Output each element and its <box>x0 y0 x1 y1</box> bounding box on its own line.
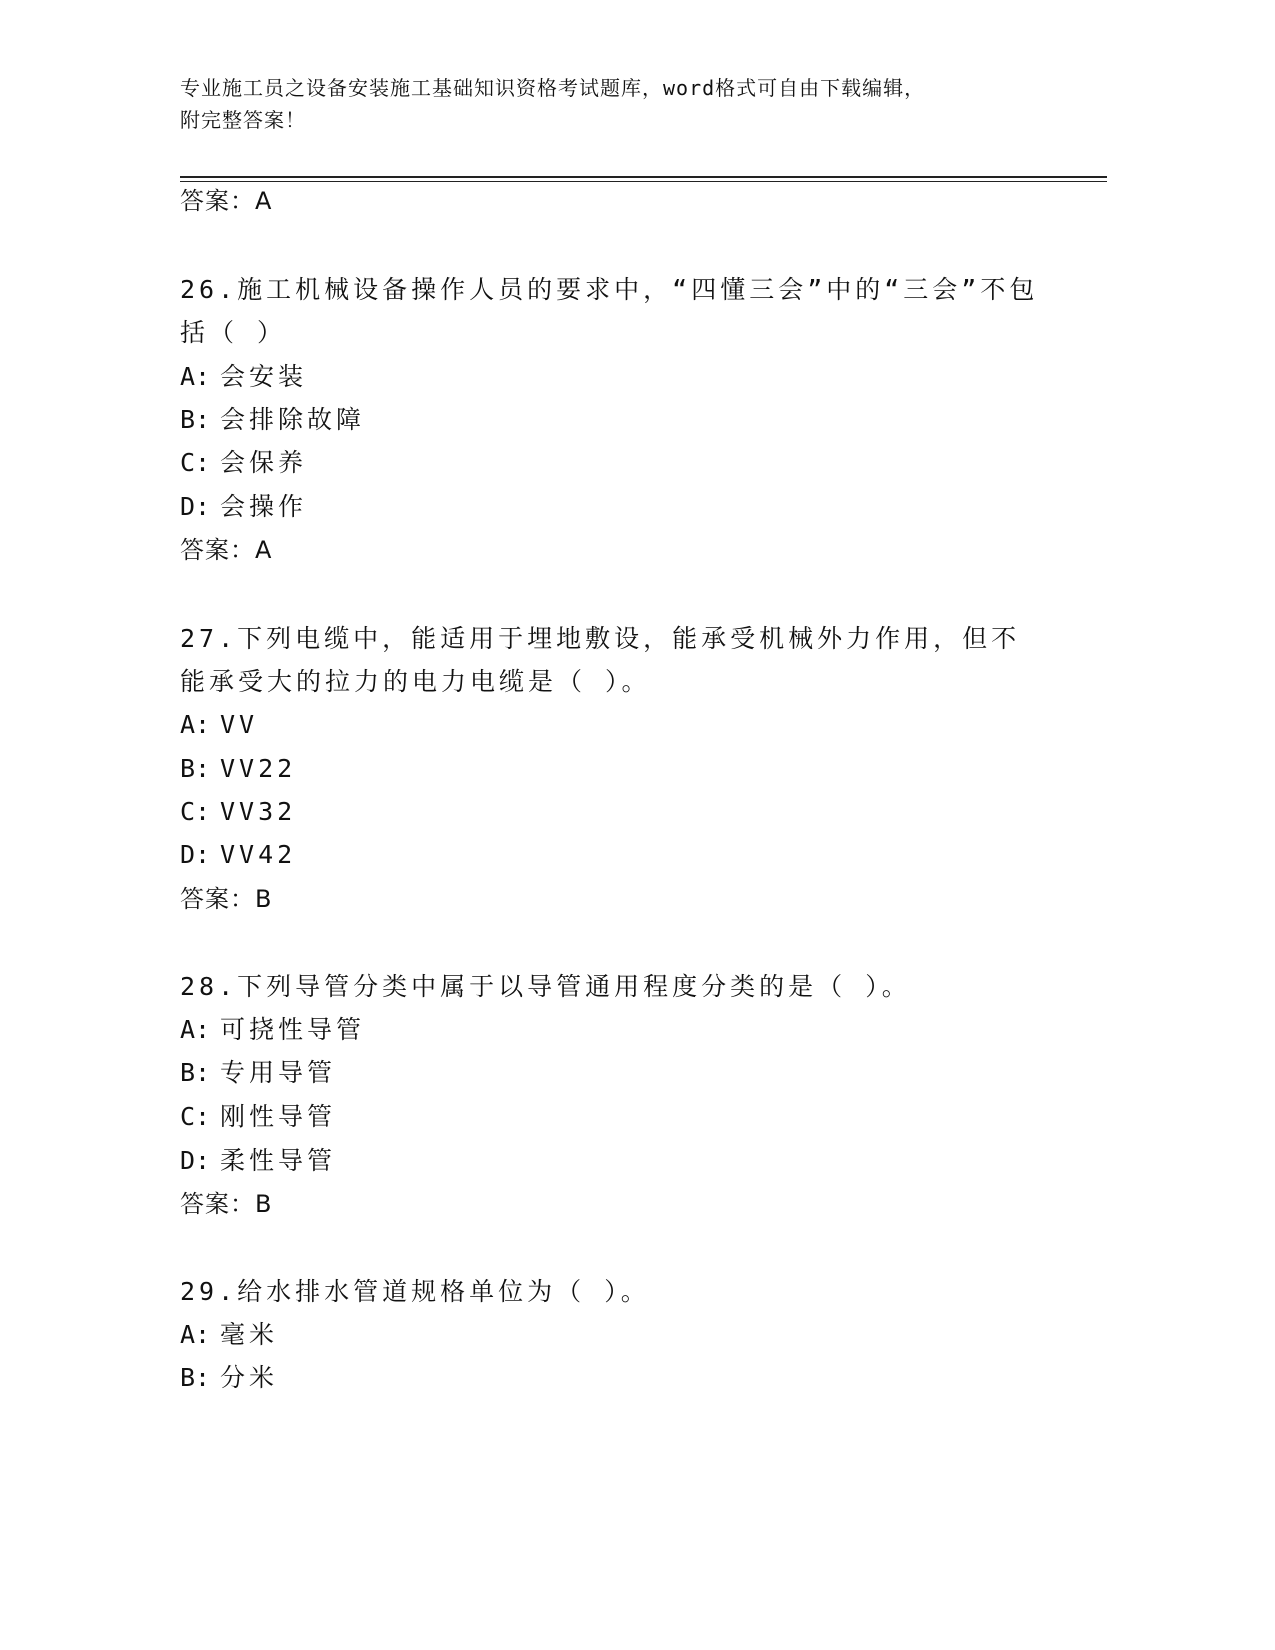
option-text: 会排除故障 <box>220 405 366 434</box>
option-text: VV32 <box>220 797 297 826</box>
option-text: 柔性导管 <box>220 1146 337 1175</box>
question-27-option-c <box>180 797 296 827</box>
option-letter: C: <box>180 797 211 826</box>
option-letter: D: <box>180 492 211 521</box>
option-letter: B: <box>180 1363 211 1392</box>
option-letter: C: <box>180 448 211 477</box>
option-text: VV22 <box>220 754 297 783</box>
question-26-option-d <box>180 492 307 522</box>
question-29-text: 29.给水排水管道规格单位为（ ）。 <box>180 1277 650 1306</box>
option-text: VV <box>220 710 259 739</box>
option-text: 毫米 <box>220 1320 279 1349</box>
question-28-option-a <box>180 1015 365 1045</box>
question-28-option-d <box>180 1146 336 1176</box>
question-28-option-c <box>180 1102 336 1132</box>
question-26-option-a <box>180 362 307 392</box>
header-divider-thin <box>180 181 1107 182</box>
option-letter: B: <box>180 1058 211 1087</box>
option-text: 可挠性导管 <box>220 1015 366 1044</box>
question-27-answer: 答案：B <box>180 885 273 913</box>
header-line-1: 专业施工员之设备安装施工基础知识资格考试题库，word格式可自由下载编辑， <box>180 76 926 100</box>
question-26-answer: 答案：A <box>180 536 273 564</box>
question-27-text: 27.下列电缆中，能适用于埋地敷设，能承受机械外力作用，但不能承受大的拉力的电力电缆是（ ）。 <box>180 624 1021 696</box>
option-text: 分米 <box>220 1363 279 1392</box>
question-29-option-a <box>180 1320 278 1350</box>
question-26-option-c <box>180 448 307 478</box>
option-letter: A: <box>180 362 211 391</box>
option-text: 会安装 <box>220 362 308 391</box>
option-text: 刚性导管 <box>220 1102 337 1131</box>
option-letter: A: <box>180 710 211 739</box>
option-letter: B: <box>180 754 211 783</box>
header-line-2: 附完整答案！ <box>180 108 306 132</box>
option-text: 会操作 <box>220 492 308 521</box>
document-header <box>180 72 1060 136</box>
question-26-text: 26.施工机械设备操作人员的要求中，“四懂三会”中的“三会”不包括（ ） <box>180 275 1039 347</box>
previous-answer: 答案：A <box>180 187 273 215</box>
question-26-option-b <box>180 405 365 435</box>
header-divider-thick <box>180 176 1107 178</box>
option-text: VV42 <box>220 840 297 869</box>
option-letter: B: <box>180 405 211 434</box>
option-letter: A: <box>180 1015 211 1044</box>
option-text: 专用导管 <box>220 1058 337 1087</box>
option-letter: D: <box>180 840 211 869</box>
question-29-option-b <box>180 1363 278 1393</box>
question-28-option-b <box>180 1058 336 1088</box>
question-27-option-b <box>180 754 296 784</box>
option-letter: A: <box>180 1320 211 1349</box>
question-28-text: 28.下列导管分类中属于以导管通用程度分类的是（ ）。 <box>180 972 911 1001</box>
question-27-option-d <box>180 840 296 870</box>
option-letter: D: <box>180 1146 211 1175</box>
option-text: 会保养 <box>220 448 308 477</box>
question-28-answer: 答案：B <box>180 1190 273 1218</box>
option-letter: C: <box>180 1102 211 1131</box>
question-27-option-a <box>180 710 258 740</box>
